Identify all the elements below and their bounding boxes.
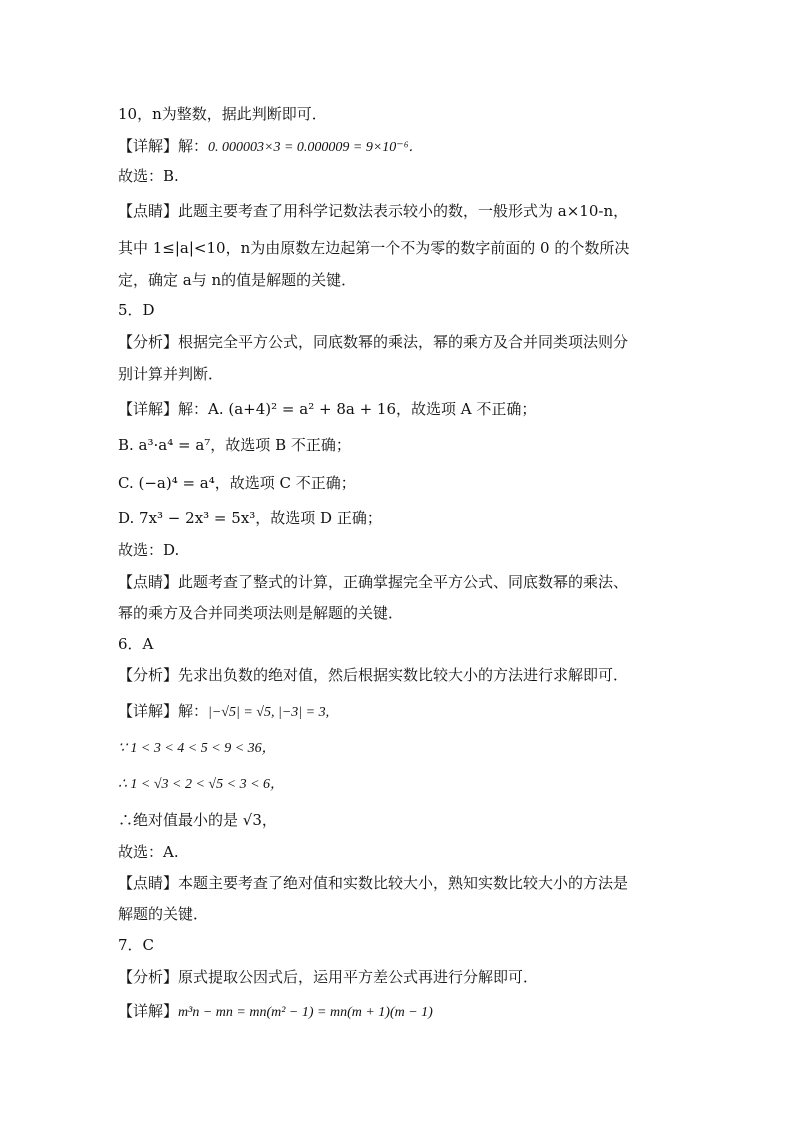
- text-line: ∵ 1 < 3 < 4 < 5 < 9 < 36，: [118, 741, 276, 756]
- text-line: ∴ 1 < √3 < 2 < √5 < 3 < 6，: [118, 777, 285, 792]
- text-line: 【详解】解：0. 000003×3 = 0.000009 = 9×10⁻⁶．: [118, 137, 423, 155]
- text-line: 【详解】解：|−√5| = √5, |−3| = 3,: [118, 702, 330, 720]
- text-line: 【详解】m³n − mn = mn(m² − 1) = mn(m + 1)(m − 1): [118, 1002, 433, 1020]
- question-number: 7．C: [118, 936, 155, 954]
- text-line: 【点睛】此题考查了整式的计算，正确掌握完全平方公式、同底数幂的乘法、: [118, 573, 629, 591]
- text-line: 别计算并判断．: [118, 365, 224, 383]
- question-number: 5．D: [118, 301, 155, 319]
- text-line: 其中 1≤|a|<10，n为由原数左边起第一个不为零的数字前面的 0 的个数所决: [118, 239, 630, 257]
- text-line: 故选：D.: [118, 541, 180, 559]
- text-line: 【分析】根据完全平方公式，同底数幂的乘法，幂的乘方及合并同类项法则分: [118, 333, 629, 351]
- text-line: 幂的乘方及合并同类项法则是解题的关键．: [118, 604, 404, 622]
- text-line: 【点睛】此题主要考查了用科学记数法表示较小的数，一般形式为 a×10-n，: [118, 202, 629, 220]
- text-line: 【分析】原式提取公因式后，运用平方差公式再进行分解即可．: [118, 968, 539, 986]
- text-line: 【点睛】本题主要考查了绝对值和实数比较大小，熟知实数比较大小的方法是: [118, 874, 629, 892]
- text-line: 故选：B.: [118, 167, 179, 185]
- text-line: B. a³·a⁴ = a⁷，故选项 B 不正确；: [118, 436, 351, 454]
- text-line: 解题的关键．: [118, 905, 209, 923]
- text-line: 10，n为整数，据此判断即可．: [118, 105, 327, 123]
- question-number: 6．A: [118, 635, 154, 653]
- text-line: ∴绝对值最小的是 √3，: [118, 811, 277, 829]
- text-line: 【分析】先求出负数的绝对值，然后根据实数比较大小的方法进行求解即可．: [118, 666, 629, 684]
- text-line: 定，确定 a与 n的值是解题的关键．: [118, 271, 357, 289]
- text-line: 【详解】解：A. (a+4)² = a² + 8a + 16，故选项 A 不正确；: [118, 400, 537, 418]
- text-line: C. (−a)⁴ = a⁴，故选项 C 不正确；: [118, 474, 356, 492]
- text-line: 故选：A.: [118, 843, 179, 861]
- text-line: D. 7x³ − 2x³ = 5x³，故选项 D 正确；: [118, 509, 382, 527]
